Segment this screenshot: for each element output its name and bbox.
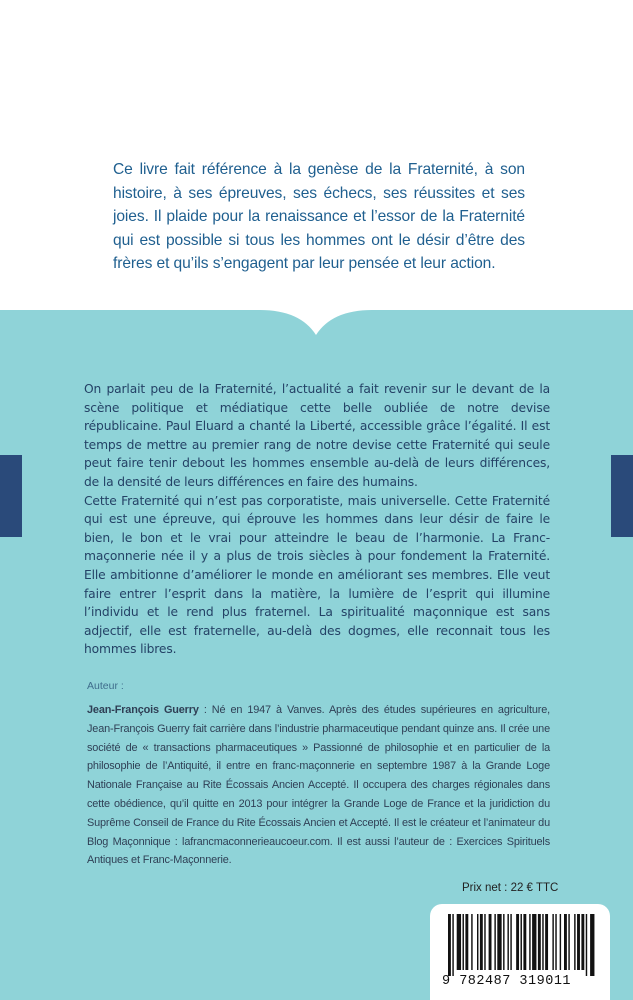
barcode-bar xyxy=(581,914,584,970)
barcode-bar xyxy=(542,914,543,970)
author-bio-text: : Né en 1947 à Vanves. Après des études supérieures en agriculture, Jean-François Guerry fait carrière dans l’industrie pharmaceutique pendant quinze ans. Il crée une société de « transactions pharmaceutiques » Passionné de philosophie et en particulier de la philosophie de l’Antiquité, il entre en franc-maçonnerie en septembre 1987 à la Grande Loge Nationale Française au Rite Écossais Ancien Accepté. Il occupera des charges régionales dans cette obédience, qu’il quitte en 2013 pour intégrer la Grande Loge de France et la juridiction du Suprême Conseil de France du Rite Écossais Ancien et Accepté. Il est le créateur et l’animateur du Blog Maçonnique : lafrancmaconnerieaucoeur.com. Il est aussi l’auteur de : Exercices Spirituels Antiques et Franc-Maçonnerie. xyxy=(87,704,550,867)
barcode-bar xyxy=(465,914,468,970)
barcode-bar xyxy=(484,914,485,970)
barcode-bar xyxy=(452,914,453,976)
barcode-bar xyxy=(529,914,530,970)
barcode-bar xyxy=(545,914,548,970)
left-side-bar xyxy=(0,455,22,537)
barcode-bar xyxy=(521,914,522,970)
author-label: Auteur : xyxy=(87,680,124,692)
barcode-bar xyxy=(477,914,478,970)
barcode-bar xyxy=(568,914,569,970)
barcode-bar xyxy=(497,914,501,970)
barcode xyxy=(448,914,596,976)
barcode-bar xyxy=(516,914,519,970)
price-label: Prix net : 22 € TTC xyxy=(462,882,559,894)
barcode-bar xyxy=(463,914,464,970)
barcode-bar xyxy=(457,914,461,970)
barcode-bar xyxy=(503,914,504,970)
barcode-panel xyxy=(430,904,610,1000)
barcode-bar xyxy=(532,914,536,970)
barcode-bar xyxy=(480,914,483,970)
barcode-bar xyxy=(471,914,472,970)
barcode-bar xyxy=(507,914,508,970)
author-name: Jean-François Guerry xyxy=(87,704,199,716)
description-paragraph-2: Cette Fraternité qui n’est pas corporatiste, mais universelle. Cette Fraternité qui est une épreuve, qui éprouve les hommes dans leur désir de faire le bien, le bon et le vrai pour atteindre le beau de l’harmonie. La Franc-maçonnerie née il y a plus de trois siècles à pour fondement la Fraternité. Elle ambitionne d’améliorer le monde en améliorant ses membres. Elle veut faire entrer l’esprit dans la matière, la lumière de l’esprit qui illumine l’individu et le rend plus fraternel. La spiritualité maçonnique est sans adjectif, elle est fraternelle, au-delà des dogmes, elle reconnait tous les hommes libres. xyxy=(84,493,550,657)
barcode-bar xyxy=(489,914,492,970)
barcode-bar xyxy=(586,914,587,976)
description-paragraph-1: On parlait peu de la Fraternité, l’actualité a fait revenir sur le devant de la scène politique et médiatique cette belle oubliée de notre devise républicaine. Paul Eluard a chanté la Liberté, accessible grâce l’égalité. Il est temps de mettre au premier rang de notre devise cette Fraternité qui seule peut faire tenir debout les hommes ensemble au-delà de leurs différences, de la densité de leurs différences en faire des humains. xyxy=(84,382,550,489)
barcode-bar xyxy=(564,914,567,970)
barcode-bar xyxy=(494,914,495,970)
barcode-bar xyxy=(538,914,541,970)
barcode-bar xyxy=(574,914,575,970)
barcode-bar xyxy=(590,914,594,976)
description-block xyxy=(84,380,550,659)
barcode-bar xyxy=(560,914,561,970)
barcode-bar xyxy=(552,914,553,970)
teaser-text: Ce livre fait référence à la genèse de la Fraternité, à son histoire, à ses épreuves, ses échecs, ses réussites et ses joies. Il plaide pour la renaissance et l’essor de la Fraternité qui est possible si tous les hommes ont le désir d’être des frères et qu’ils s’engagent par leur pensée et leur action. xyxy=(113,161,525,273)
barcode-bar xyxy=(577,914,580,970)
barcode-bar xyxy=(523,914,526,970)
author-bio xyxy=(87,701,550,870)
barcode-bar xyxy=(448,914,451,976)
right-side-bar xyxy=(611,455,633,537)
barcode-bar xyxy=(510,914,511,970)
barcode-digits: 9 782487 319011 xyxy=(442,974,572,989)
barcode-bar xyxy=(555,914,556,970)
